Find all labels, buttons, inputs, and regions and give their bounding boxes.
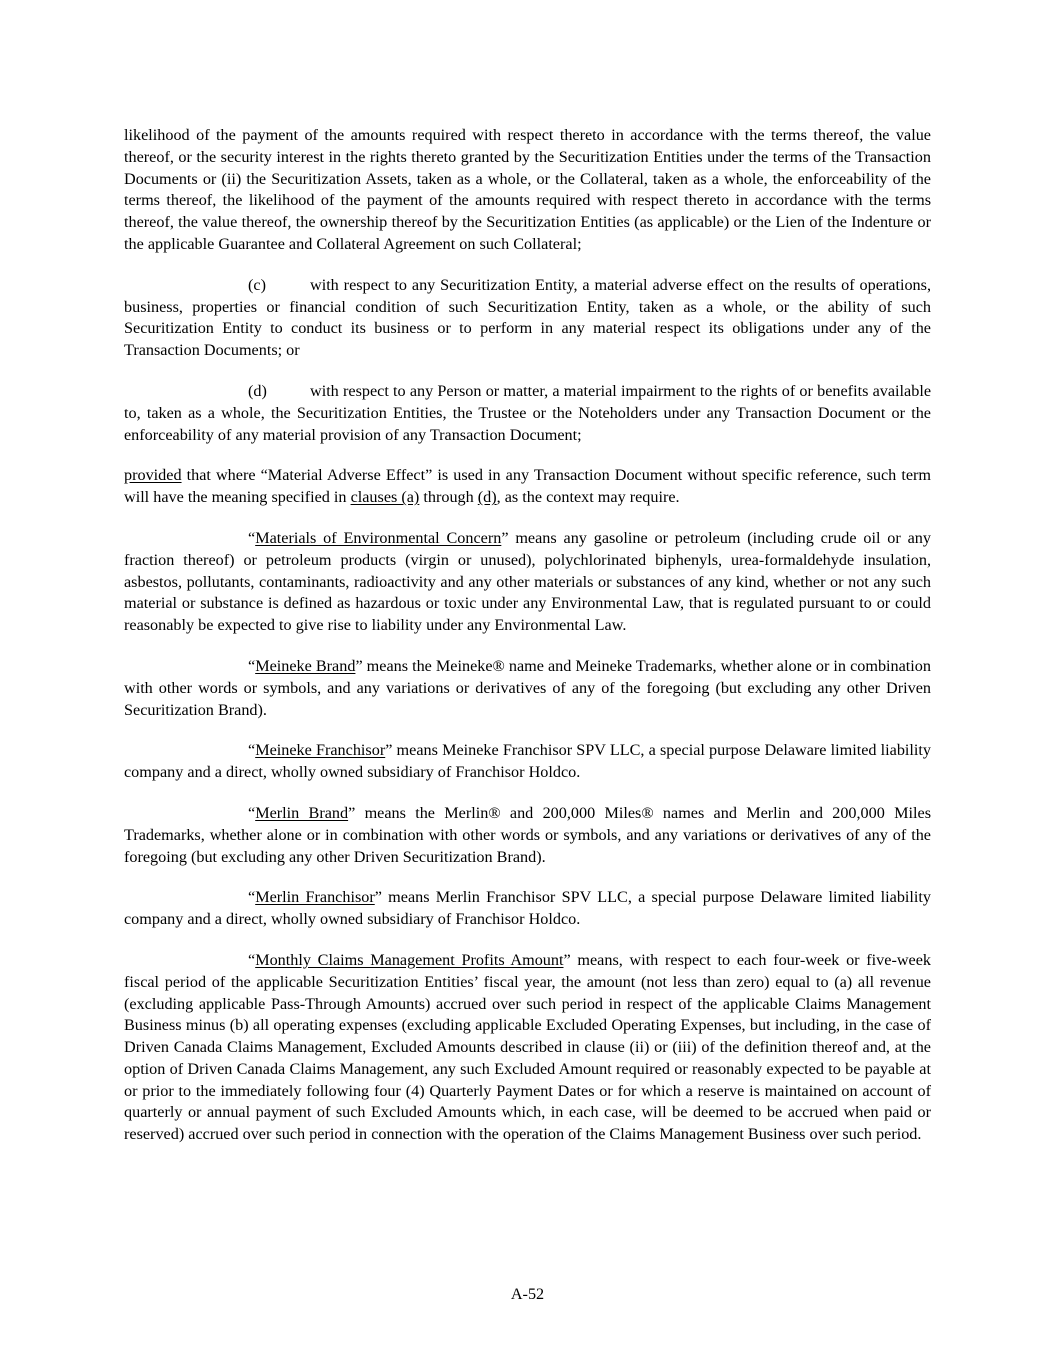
definition-meineke-franchisor	[124, 740, 931, 784]
proviso-lead: provided	[124, 466, 182, 485]
proviso-text-3: , as the context may require.	[496, 488, 680, 507]
defined-term: Merlin Brand	[255, 803, 349, 822]
defined-term: Materials of Environmental Concern	[255, 528, 502, 547]
proviso-text-1: that where “Material Adverse Effect” is used in any Transaction Document without specific reference, such term will have the meaning specified in	[124, 466, 931, 507]
clause-c-label: (c)	[248, 275, 266, 294]
definition-merlin-franchisor	[124, 887, 931, 931]
clause-c-text: with respect to any Securitization Entity, a material adverse effect on the results of operations, business, properties or financial condition of such Securitization Entity, taken as a whole, or the ability of such Securitization Entity to conduct its business or to perform in any material respect its obligations under any of the Transaction Documents; or	[124, 275, 931, 360]
defined-term: Merlin Franchisor	[255, 888, 375, 907]
open-quote: “	[248, 656, 256, 675]
defined-term: Meineke Brand	[255, 656, 356, 675]
proviso-text-2: through	[419, 488, 478, 507]
open-quote: “	[248, 528, 256, 547]
definition-text: ” means Meineke Franchisor SPV LLC, a special purpose Delaware limited liability company and a direct, wholly owned subsidiary of Franchisor Holdco.	[124, 741, 931, 782]
document-body	[124, 125, 931, 1165]
definition-text: ” means Merlin Franchisor SPV LLC, a special purpose Delaware limited liability company and a direct, wholly owned subsidiary of Franchisor Holdco.	[124, 888, 931, 929]
definition-text: ” means, with respect to each four-week or five-week fiscal period of the applicable Securitization Entities’ fiscal year, the amount (not less than zero) equal to (a) all revenue (excluding applicable Pass-Through Amounts) accrued over such period in respect of the applicable Claims Management Business minus (b) all operating expenses (excluding applicable Excluded Operating Expenses, but including, in the case of Driven Canada Claims Management, Excluded Amounts described in clause (ii) or (iii) of the definition thereof and, at the option of Driven Canada Claims Management, any such Excluded Amount required or reasonably expected to be payable at or prior to the immediately following four (4) Quarterly Payment Dates or for which a reserve is maintained on account of quarterly or annual payment of such Excluded Amounts which, in each case, will be deemed to be accrued when paid or reserved) accrued over such period in connection with the operation of the Claims Management Business over such period.	[124, 950, 931, 1144]
proviso-paragraph	[124, 465, 931, 509]
definition-meineke-brand	[124, 656, 931, 721]
clause-c	[124, 275, 931, 362]
open-quote: “	[248, 888, 256, 907]
definition-materials-of-environmental-concern	[124, 528, 931, 637]
clause-d-text: with respect to any Person or matter, a material impairment to the rights of or benefits available to, taken as a whole, the Securitization Entities, the Trustee or the Noteholders under any Transaction Document or the enforceability of any material provision of any Transaction Document;	[124, 381, 931, 444]
definition-text: ” means the Merlin® and 200,000 Miles® names and Merlin and 200,000 Miles Trademarks, whether alone or in combination with other words or symbols, and any variations or derivatives of any of the foregoing (but excluding any other Driven Securitization Brand).	[124, 803, 931, 866]
definition-monthly-claims-management-profits-amount	[124, 950, 931, 1146]
clause-d	[124, 381, 931, 446]
open-quote: “	[248, 803, 256, 822]
clause-d-label: (d)	[248, 381, 267, 400]
continued-paragraph: likelihood of the payment of the amounts required with respect thereto in accordance with the terms thereof, the value thereof, or the security interest in the rights thereto granted by the Securitization Entities under the terms of the Transaction Documents or (ii) the Securitization Assets, taken as a whole, or the Collateral, taken as a whole, the enforceability of the terms thereof, the likelihood of the payment of the amounts required with respect thereto in accordance with the terms thereof, the value thereof, the ownership thereof by the Securitization Entities (as applicable) or the Lien of the Indenture or the applicable Guarantee and Collateral Agreement on such Collateral;	[124, 126, 931, 253]
clauses-a-reference: clauses (a)	[350, 488, 420, 507]
defined-term: Monthly Claims Management Profits Amount	[255, 950, 564, 969]
open-quote: “	[248, 950, 256, 969]
definition-text: ” means the Meineke® name and Meineke Trademarks, whether alone or in combination with other words or symbols, and any variations or derivatives of any of the foregoing (but excluding any other Driven Securitization Brand).	[124, 656, 931, 719]
open-quote: “	[248, 741, 256, 760]
definition-text: ” means any gasoline or petroleum (including crude oil or any fraction thereof) or petroleum products (virgin or unused), polychlorinated biphenyls, urea-formaldehyde insulation, asbestos, pollutants, contaminants, radioactivity and any other materials or substances of any kind, whether or not any such material or substance is defined as hazardous or toxic under any Environmental Law, that is regulated pursuant to or could reasonably be expected to give rise to liability under any Environmental Law.	[124, 528, 931, 635]
clause-d-reference: (d)	[477, 488, 497, 507]
page-number: A-52	[510, 1285, 545, 1303]
defined-term: Meineke Franchisor	[255, 741, 386, 760]
definition-merlin-brand	[124, 803, 931, 868]
